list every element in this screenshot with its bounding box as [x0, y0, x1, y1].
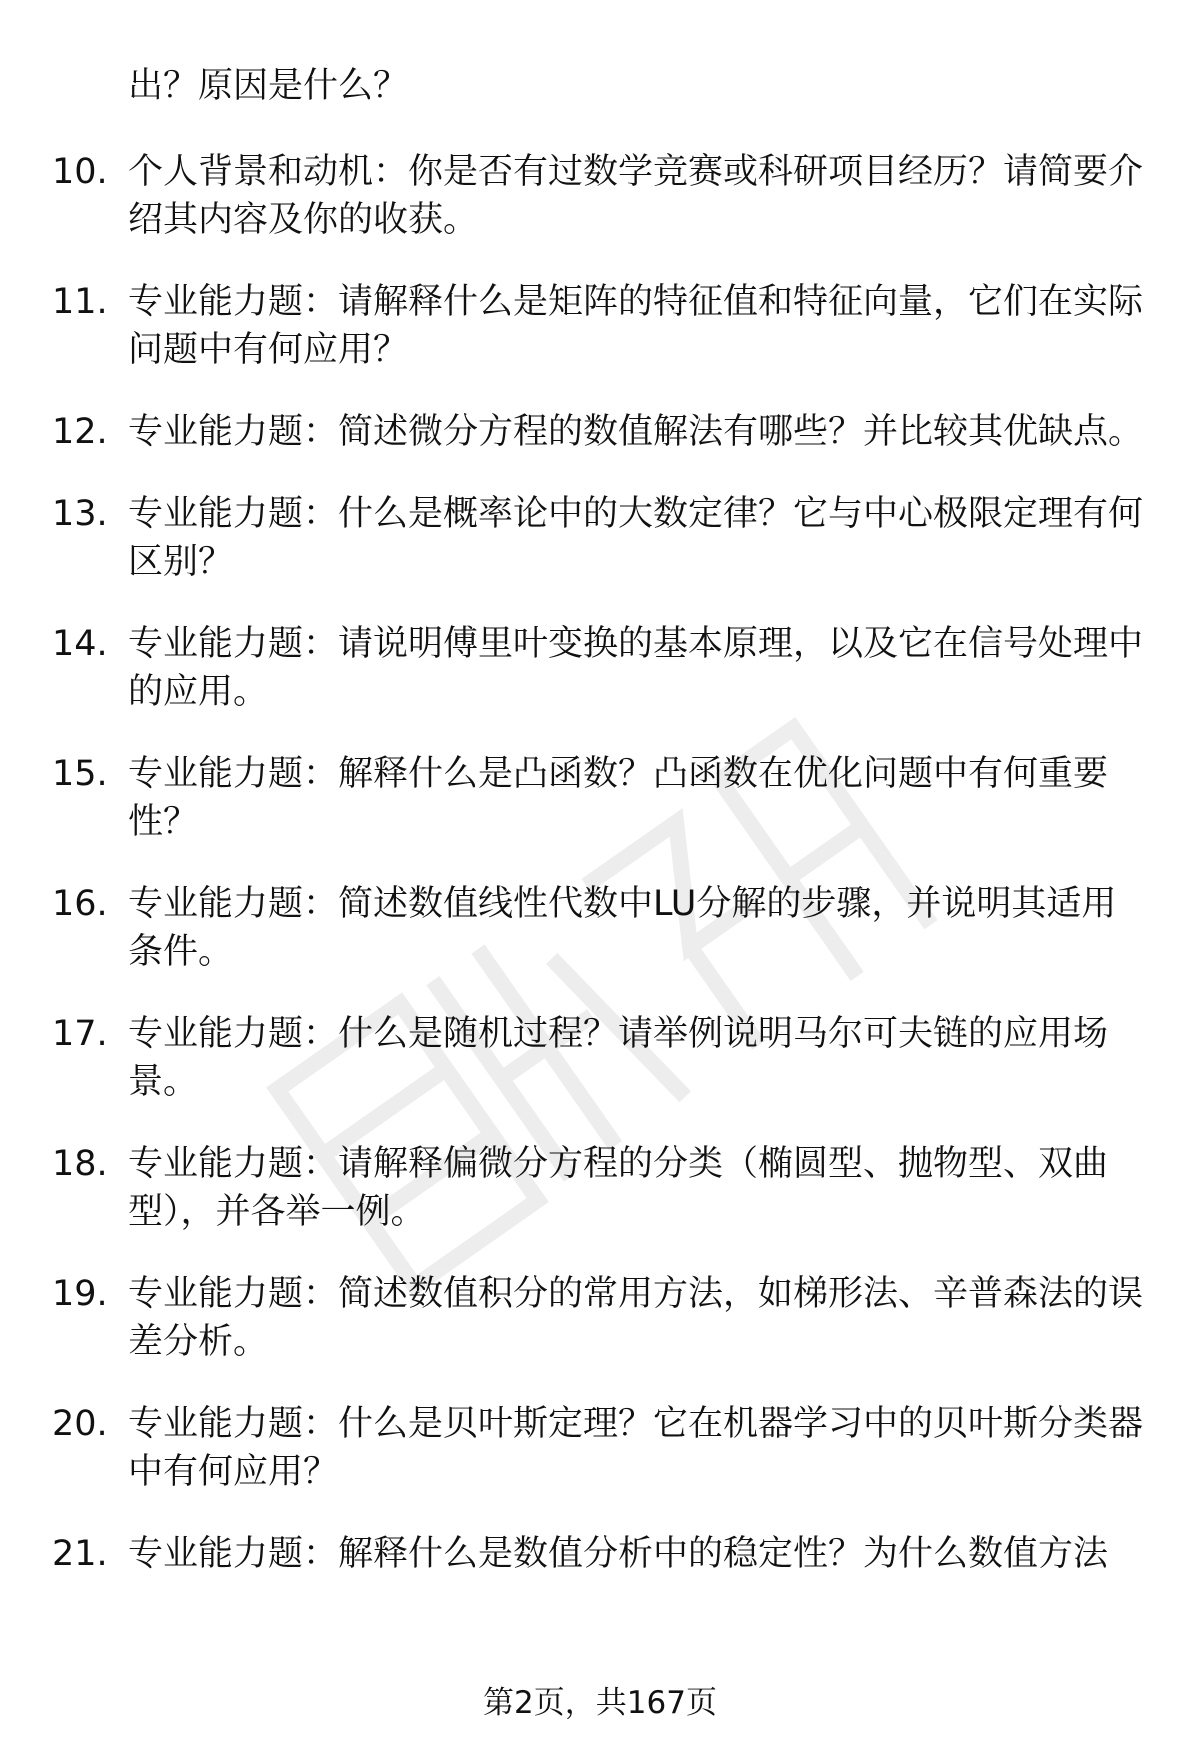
question-text: 专业能力题：什么是随机过程？请举例说明马尔可夫链的应用场景。: [128, 1014, 1109, 1102]
question-number: 13.: [52, 494, 108, 534]
question-text: 个人背景和动机：你是否有过数学竞赛或科研项目经历？请简要介绍其内容及你的收获。: [128, 152, 1144, 240]
question-text: 专业能力题：什么是概率论中的大数定律？它与中心极限定理有何区别？: [128, 494, 1144, 582]
question-text: 专业能力题：解释什么是数值分析中的稳定性？为什么数值方法: [128, 1534, 1109, 1574]
question-text: 专业能力题：请解释偏微分方程的分类（椭圆型、抛物型、双曲型），并各举一例。: [128, 1144, 1109, 1232]
question-item: [52, 1270, 1162, 1366]
question-item: [52, 1010, 1162, 1106]
question-text: 专业能力题：请说明傅里叶变换的基本原理，以及它在信号处理中的应用。: [128, 624, 1144, 712]
continued-question-text: 出？原因是什么？: [128, 66, 409, 106]
question-item: [52, 408, 1162, 456]
question-number: 14.: [52, 624, 108, 664]
question-number: 17.: [52, 1014, 108, 1054]
question-item: [52, 880, 1162, 976]
question-item: [52, 278, 1162, 374]
question-item: [52, 620, 1162, 716]
question-item: [52, 1530, 1162, 1578]
question-number: 16.: [52, 884, 108, 924]
question-number: 12.: [52, 412, 108, 452]
question-text: 专业能力题：请解释什么是矩阵的特征值和特征向量，它们在实际问题中有何应用？: [128, 282, 1144, 370]
question-number: 11.: [52, 282, 108, 322]
question-item: [52, 148, 1162, 244]
question-text: 专业能力题：简述微分方程的数值解法有哪些？并比较其优缺点。: [128, 412, 1144, 452]
question-number: 20.: [52, 1404, 108, 1444]
question-list: [52, 148, 1162, 1612]
question-number: 10.: [52, 152, 108, 192]
question-item: [52, 1140, 1162, 1236]
question-item: [52, 490, 1162, 586]
question-text: 专业能力题：什么是贝叶斯定理？它在机器学习中的贝叶斯分类器中有何应用？: [128, 1404, 1144, 1492]
question-text: 专业能力题：简述数值积分的常用方法，如梯形法、辛普森法的误差分析。: [128, 1274, 1144, 1362]
question-item: [52, 750, 1162, 846]
question-text: 专业能力题：解释什么是凸函数？凸函数在优化问题中有何重要性？: [128, 754, 1109, 842]
question-number: 18.: [52, 1144, 108, 1184]
question-item: [52, 1400, 1162, 1496]
question-text: 专业能力题：简述数值线性代数中LU分解的步骤，并说明其适用条件。: [128, 884, 1117, 972]
question-number: 21.: [52, 1534, 108, 1574]
question-number: 15.: [52, 754, 108, 794]
page-footer: 第2页，共167页: [483, 1685, 717, 1721]
question-number: 19.: [52, 1274, 108, 1314]
